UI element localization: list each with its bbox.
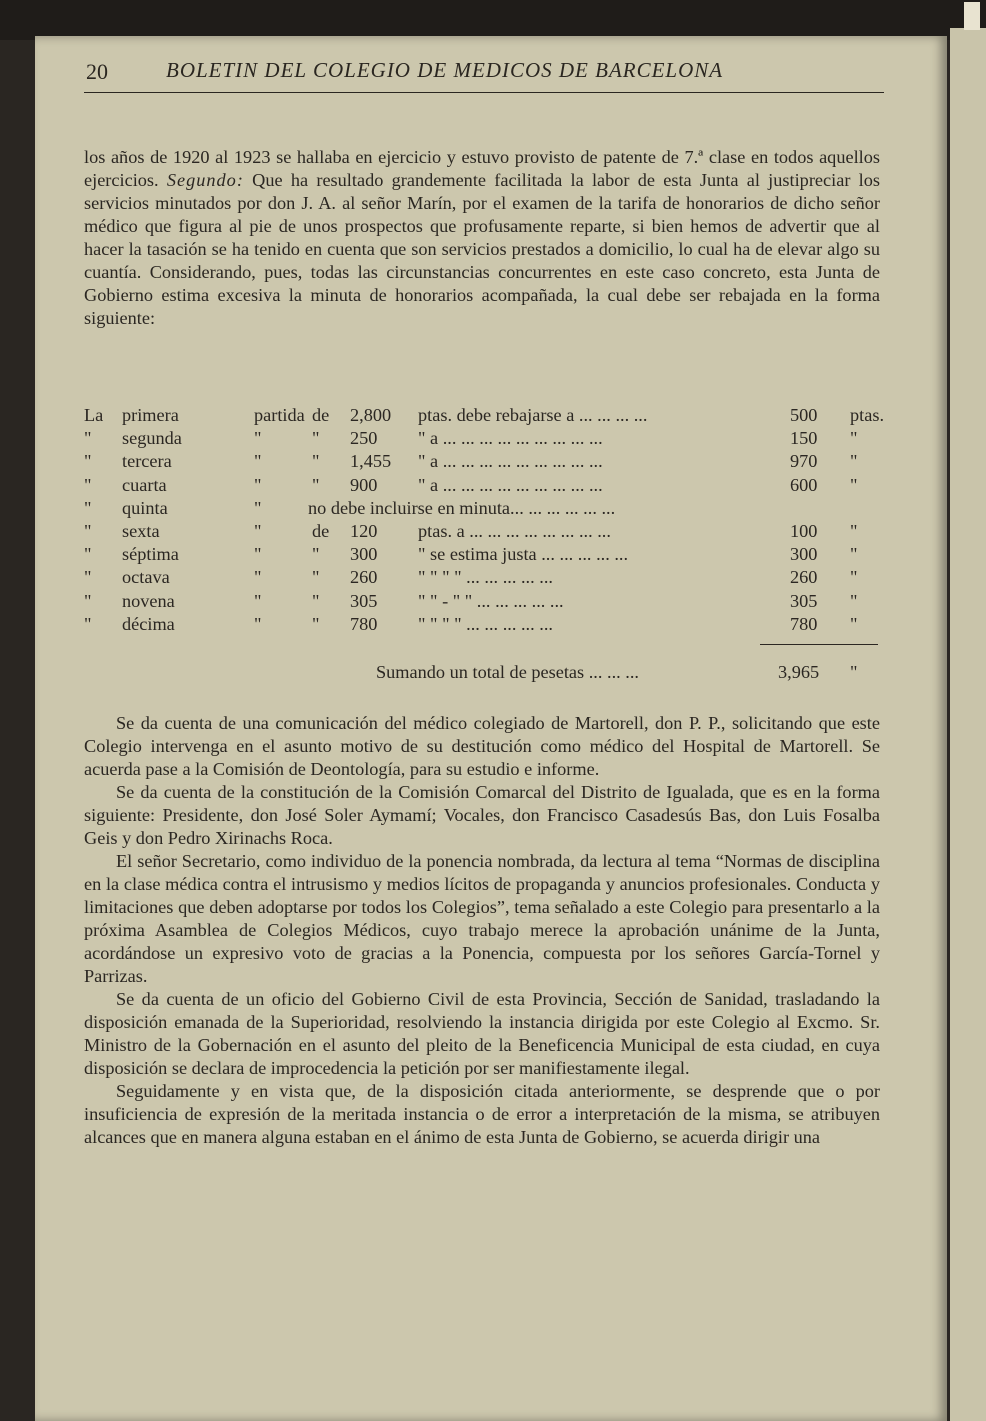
table-cell-b: segunda	[122, 428, 182, 449]
total-rule	[760, 644, 878, 645]
total-value: 3,965	[778, 662, 820, 682]
paragraph-secretario: El señor Secretario, como individuo de la ponencia nombrada, da lectura al tema “Normas de disciplina en la clase médica contra el intrusismo y medios lícitos de propaganda y anuncios profesionales. Conducta y limitaciones que deben adoptarse por todos los Colegios”, tema señalado a este Colegio para presentarlo a la próxima Asamblea de Colegios Médicos, cuyo trabajo merece la aprobación unánime de la Junta, acordándose un expresivo voto de gracias a la Ponencia, compuesta por los señores García-Tornel y Parrizas.	[84, 851, 880, 986]
table-cell-c: "	[254, 428, 262, 449]
table-cell-g: 150	[790, 428, 818, 449]
table-cell-d: "	[312, 613, 320, 634]
total-label: Sumando un total de pesetas ... ... ...	[376, 662, 640, 682]
table-cell-h: "	[850, 567, 858, 588]
scan-corner-mark	[964, 2, 980, 30]
table-cell-c: "	[254, 451, 262, 472]
intro-text-2: Que ha resultado grandemente facilitada la labor de esta Junta al justipreciar los servicios minutados por don J. A. al señor Marín, por el examen de la tarifa de honorarios de dicho señor médico que figura al pie de unos prospectos que profusamente reparte, si bien hemos de advertir que al hacer la tasación se ha tenido en cuenta que son servicios prestados a domicilio, lo cual ha de elevar algo su cuantía. Considerando, pues, todas las circunstancias concurrentes en este caso concreto, esta Junta de Gobierno estima excesiva la minuta de honorarios acompañada, la cual debe ser rebajada en la forma siguiente:	[84, 170, 880, 328]
table-row	[84, 543, 904, 566]
table-cell-b: primera	[122, 405, 179, 425]
table-cell-h: "	[850, 590, 858, 611]
table-cell-f: " a ... ... ... ... ... ... ... ... ...	[418, 428, 603, 449]
table-cell-c: partida	[254, 405, 305, 425]
table-cell-g: 305	[790, 590, 818, 611]
paragraph-gobierno-civil: Se da cuenta de un oficio del Gobierno Civil de esta Provincia, Sección de Sanidad, trasladando la disposición emanada de la Superioridad, resolviendo la instancia dirigida por este Colegio al Excmo. Sr. Ministro de la Gobernación en el asunto del pleito de la Beneficencia Municipal de esta ciudad, en cuya disposición se declara de improcedencia la petición por ser manifiestamente ilegal.	[84, 989, 880, 1078]
table-cell-d: "	[312, 428, 320, 449]
table-cell-g: 100	[790, 520, 818, 541]
table-row	[84, 613, 904, 636]
table-row	[84, 566, 904, 589]
running-title: BOLETIN DEL COLEGIO DE MEDICOS DE BARCELONA	[166, 58, 724, 82]
table-cell-c: "	[254, 590, 262, 611]
table-cell-c: "	[254, 613, 262, 634]
table-cell-d: "	[312, 544, 320, 565]
table-cell-f: " " " " ... ... ... ... ...	[418, 613, 553, 634]
table-cell-e: 2,800	[350, 405, 392, 425]
table-cell-a: "	[84, 613, 92, 634]
table-cell-c: "	[254, 497, 262, 518]
table-cell-e: 250	[350, 428, 378, 449]
table-cell-c: "	[254, 474, 262, 495]
table-cell-e: 305	[350, 590, 378, 611]
table-cell-a: "	[84, 520, 92, 541]
table-cell-b: cuarta	[122, 474, 167, 495]
table-cell-a: La	[84, 405, 104, 425]
body-paragraphs	[84, 712, 880, 1149]
scan-background	[0, 0, 986, 40]
table-row	[84, 497, 904, 520]
table-cell-a: "	[84, 590, 92, 611]
table-cell-e: 120	[350, 520, 378, 541]
table-cell-f: " " - " " ... ... ... ... ...	[418, 590, 564, 611]
table-cell-h: "	[850, 474, 858, 495]
table-cell-f: " a ... ... ... ... ... ... ... ... ...	[418, 474, 603, 495]
page-number: 20	[86, 59, 108, 84]
table-cell-g: 500	[790, 405, 818, 425]
table-cell-f: " se estima justa ... ... ... ... ...	[418, 544, 629, 565]
table-cell-h: "	[850, 544, 858, 565]
segundo-label: Segundo:	[166, 170, 244, 190]
table-cell-h: ptas.	[850, 405, 885, 425]
table-row	[84, 427, 904, 450]
table-cell-g: 600	[790, 474, 818, 495]
table-row	[84, 520, 904, 543]
table-cell-f: ptas. a ... ... ... ... ... ... ... ...	[418, 520, 611, 541]
table-cell-b: séptima	[122, 544, 179, 565]
table-cell-h: "	[850, 520, 858, 541]
table-cell-d: de	[312, 520, 330, 541]
facing-page-edge	[950, 28, 986, 1421]
table-cell-a: "	[84, 567, 92, 588]
table-cell-special: no debe incluirse en minuta... ... ... ... ... ...	[308, 497, 616, 518]
table-cell-e: 260	[350, 567, 378, 588]
table-cell-b: quinta	[122, 497, 168, 518]
fees-table	[84, 404, 904, 636]
table-cell-f: ptas. debe rebajarse a ... ... ... ...	[418, 405, 648, 425]
table-cell-b: tercera	[122, 451, 172, 472]
table-cell-a: "	[84, 474, 92, 495]
table-row	[84, 450, 904, 473]
table-cell-d: "	[312, 474, 320, 495]
table-cell-e: 780	[350, 613, 378, 634]
table-cell-a: "	[84, 428, 92, 449]
page-header	[84, 58, 884, 93]
paragraph-martorell: Se da cuenta de una comunicación del médico colegiado de Martorell, don P. P., solicitando que este Colegio intervenga en el asunto motivo de su destitución como médico del Hospital de Martorell. Se acuerda pase a la Comisión de Deontología, para su estudio e informe.	[84, 713, 880, 779]
table-cell-c: "	[254, 544, 262, 565]
table-cell-g: 970	[790, 451, 818, 472]
table-cell-b: décima	[122, 613, 175, 634]
intro-paragraph	[84, 146, 880, 330]
table-cell-f: " a ... ... ... ... ... ... ... ... ...	[418, 451, 603, 472]
table-cell-d: "	[312, 590, 320, 611]
table-cell-a: "	[84, 497, 92, 518]
table-cell-g: 300	[790, 544, 818, 565]
table-cell-d: "	[312, 567, 320, 588]
table-cell-e: 1,455	[350, 451, 392, 472]
table-row	[84, 404, 904, 427]
paragraph-seguidamente: Seguidamente y en vista que, de la disposición citada anteriormente, se desprende que o por insuficiencia de expresión de la meritada instancia o de error a interpretación de la misma, se atribuyen alcances que en manera alguna estaban en el ánimo de esta Junta de Gobierno, se acuerda dirigir una	[84, 1081, 880, 1147]
table-cell-g: 260	[790, 567, 818, 588]
table-row	[84, 474, 904, 497]
table-cell-a: "	[84, 544, 92, 565]
paragraph-igualada: Se da cuenta de la constitución de la Comisión Comarcal del Distrito de Igualada, que es en la forma siguiente: Presidente, don José Soler Aymamí; Vocales, don Francisco Casadesús Bas, don Luis Fosalba Geis y don Pedro Xirinachs Roca.	[84, 782, 880, 848]
intro-text-1: los años de 1920 al 1923 se hallaba en ejercicio y estuvo provisto de patente de 7.ª clase en todos aquellos ejercicios.	[84, 147, 880, 190]
total-ditto: "	[850, 662, 858, 682]
table-cell-h: "	[850, 613, 858, 634]
table-cell-b: novena	[122, 590, 175, 611]
table-cell-h: "	[850, 451, 858, 472]
table-row	[84, 590, 904, 613]
table-cell-b: octava	[122, 567, 170, 588]
table-cell-d: "	[312, 451, 320, 472]
table-cell-f: " " " " ... ... ... ... ...	[418, 567, 553, 588]
table-cell-c: "	[254, 520, 262, 541]
total-row	[84, 661, 904, 684]
table-cell-e: 300	[350, 544, 378, 565]
table-cell-a: "	[84, 451, 92, 472]
table-cell-b: sexta	[122, 520, 160, 541]
table-cell-c: "	[254, 567, 262, 588]
table-cell-h: "	[850, 428, 858, 449]
table-cell-d: de	[312, 405, 330, 425]
table-cell-g: 780	[790, 613, 818, 634]
table-cell-e: 900	[350, 474, 378, 495]
